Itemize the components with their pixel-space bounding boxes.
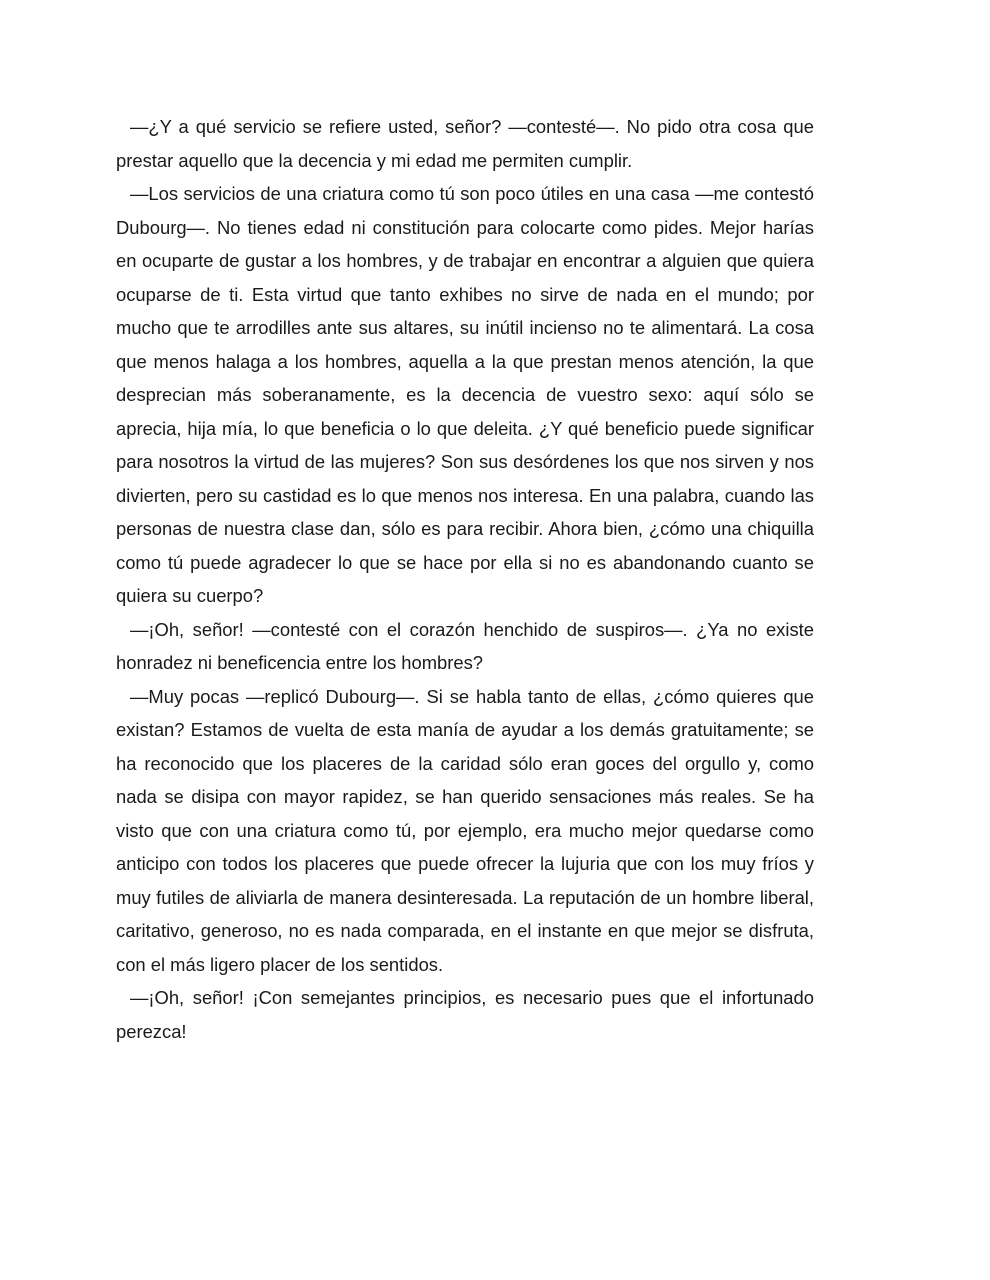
paragraph-5: —¡Oh, señor! ¡Con semejantes principios, es necesario pues que el infortunado perezca! <box>116 987 814 1042</box>
paragraph-2: —Los servicios de una criatura como tú son poco útiles en una casa —me contestó Dubourg—. No tienes edad ni constitución para colocarte como pides. Mejor harías en ocuparte de gustar a los hombres, y de trabajar en encontrar a alguien que quiera ocuparse de ti. Esta virtud que tanto exhibes no sirve de nada en el mundo; por mucho que te arrodilles ante sus altares, su inútil incienso no te alimentará. La cosa que menos halaga a los hombres, aquella a la que prestan menos atención, la que desprecian más soberanamente, es la decencia de vuestro sexo: aquí sólo se aprecia, hija mía, lo que beneficia o lo que deleita. ¿Y qué beneficio puede significar para nosotros la virtud de las mujeres? Son sus desórdenes los que nos sirven y nos divierten, pero su castidad es lo que menos nos interesa. En una palabra, cuando las personas de nuestra clase dan, sólo es para recibir. Ahora bien, ¿cómo una chiquilla como tú puede agradecer lo que se hace por ella si no es abandonando cuanto se quiera su cuerpo? <box>116 183 814 606</box>
paragraph-3: —¡Oh, señor! —contesté con el corazón henchido de suspiros—. ¿Ya no existe honradez ni beneficencia entre los hombres? <box>116 618 814 673</box>
paragraph-1: —¿Y a qué servicio se refiere usted, señor? —contesté—. No pido otra cosa que prestar aquello que la decencia y mi edad me permiten cumplir. <box>116 116 814 171</box>
document-page <box>116 110 814 1048</box>
paragraph-4: —Muy pocas —replicó Dubourg—. Si se habla tanto de ellas, ¿cómo quieres que existan? Estamos de vuelta de esta manía de ayudar a los demás gratuitamente; se ha reconocido que los placeres de la caridad sólo eran goces del orgullo y, como nada se disipa con mayor rapidez, se han querido sensaciones más reales. Se ha visto que con una criatura como tú, por ejemplo, era mucho mejor quedarse como anticipo con todos los placeres que puede ofrecer la lujuria que con los muy fríos y muy futiles de aliviarla de manera desinteresada. La reputación de un hombre liberal, caritativo, generoso, no es nada comparada, en el instante en que mejor se disfruta, con el más ligero placer de los sentidos. <box>116 685 814 975</box>
